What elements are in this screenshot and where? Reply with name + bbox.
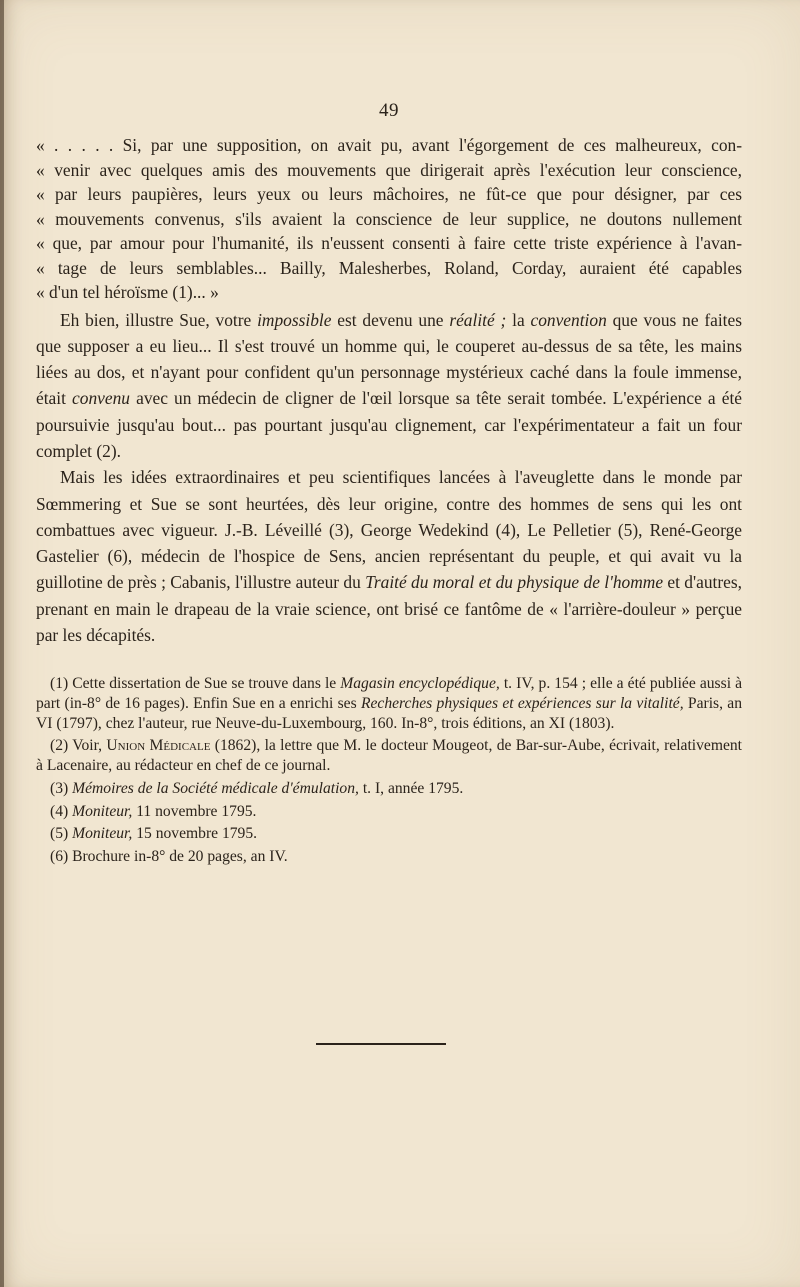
italic-run: convenu — [72, 388, 130, 409]
text-run: t. I, année 1795. — [358, 779, 464, 797]
quote-line: « . . . . . Si, par une supposition, on avait pu, avant l'égorgement de ces malheureux, con- — [36, 135, 742, 155]
text-run: (1) Cette dissertation de Sue se trouve dans le — [50, 675, 341, 693]
quote-line: « que, par amour pour l'humanité, ils n'eussent consenti à faire cette triste expérience à l'avan- — [36, 233, 742, 253]
text-run: (4) — [50, 802, 73, 820]
text-run: Paris, an VI (1797), chez l'auteur, rue Neuve-du-Luxembourg, 160. In-8°, trois éditions, an XI (1803). — [36, 695, 742, 732]
footnote-2 — [36, 736, 742, 775]
italic-run: Moniteur, — [72, 825, 133, 843]
text-run: et d'autres, prenant en main le drapeau de la vraie science, ont brisé ce fantôme de « l'arrière-douleur » perçue par les décapités. — [36, 572, 742, 646]
italic-run: Traité du moral et du physique de l'homme — [365, 572, 664, 593]
text-run: est devenu une — [331, 309, 450, 330]
quote-line: « mouvements convenus, s'ils avaient la conscience de leur supplice, ne doutons nullement — [36, 208, 742, 229]
quote-line: « tage de leurs semblables... Bailly, Malesherbes, Roland, Corday, auraient été capables — [36, 257, 742, 278]
italic-run: convention — [530, 309, 607, 330]
text-run: (1862), la lettre que M. le docteur Mougeot, de Bar-sur-Aube, écrivait, relativement à Lacenaire, au rédacteur en chef de ce journal. — [36, 737, 743, 775]
quote-line: « par leurs paupières, leurs yeux ou leurs mâchoires, ne fût-ce que pour désigner, par ces — [36, 184, 742, 204]
text-run: (6) Brochure in-8° de 20 pages, an IV. — [50, 847, 288, 865]
small-caps-run: Union Médicale — [106, 737, 211, 755]
italic-run: réalité ; — [449, 309, 507, 330]
text-run: que vous ne faites que supposer a eu lieu... Il s'est trouvé un homme qui, le couperet au-dessus de sa tête, les mains liées au dos, et n'ayant pour confident qu'un personnage mystérieux caché dans la foule immense, était — [36, 309, 742, 409]
footnote-6 — [36, 847, 742, 867]
text-run: (2) Voir, — [50, 737, 107, 755]
footnote-3 — [36, 779, 742, 799]
text-run: 11 novembre 1795. — [132, 802, 257, 820]
text-run: 15 novembre 1795. — [132, 825, 258, 843]
quote-line: « venir avec quelques amis des mouvements que dirigerait après l'exécution leur conscience, — [36, 159, 742, 180]
text-run: avec un médecin de cligner de l'œil lorsque sa tête serait tombée. L'expérience a été poursuivie jusqu'au bout... pas pourtant jusqu'au clignement, car l'expérimentateur a fait un four complet (2). — [36, 388, 743, 461]
end-rule-divider — [316, 1043, 446, 1045]
footnotes — [36, 674, 742, 866]
italic-run: Mémoires de la Société médicale d'émulation, — [72, 779, 359, 797]
italic-run: impossible — [257, 309, 332, 330]
paragraph-eh-bien — [36, 307, 742, 465]
text-run: la — [506, 309, 531, 330]
footnote-4 — [36, 802, 742, 822]
text-run: Eh bien, illustre Sue, votre — [60, 309, 258, 330]
text-block — [36, 100, 742, 870]
paragraph-mais-les-idees — [36, 464, 742, 648]
italic-run: Magasin encyclopédique, — [340, 675, 500, 693]
text-run: t. IV, p. 154 ; elle a été publiée aussi à part (in-8° de 16 pages). Enfin Sue en a enrichi ses — [36, 675, 743, 713]
quote-line: « d'un tel héroïsme (1)... » — [36, 282, 219, 302]
quotation — [36, 133, 742, 305]
text-run: Mais les idées extraordinaires et peu scientifiques lancées à l'aveuglette dans le monde par Sœmmering et Sue se sont heurtées, dès leur origine, contre des hommes de sens qui les ont combattues avec vigueur. J.-B. Léveillé (3), George Wedekind (4), Le Pelletier (5), René-George Gastelier (6), médecin de l'hospice de Sens, ancien représentant du peuple, et qui avait vu la guillotine de près ; Cabanis, l'illustre auteur du — [36, 467, 742, 593]
footnote-5 — [36, 824, 742, 844]
text-run: (5) — [50, 825, 73, 843]
italic-run: Moniteur, — [72, 802, 133, 820]
text-run: (3) — [50, 779, 73, 797]
page-number: 49 — [379, 100, 399, 121]
footnote-1 — [36, 674, 742, 733]
italic-run: Recherches physiques et expériences sur la vitalité, — [360, 695, 684, 713]
